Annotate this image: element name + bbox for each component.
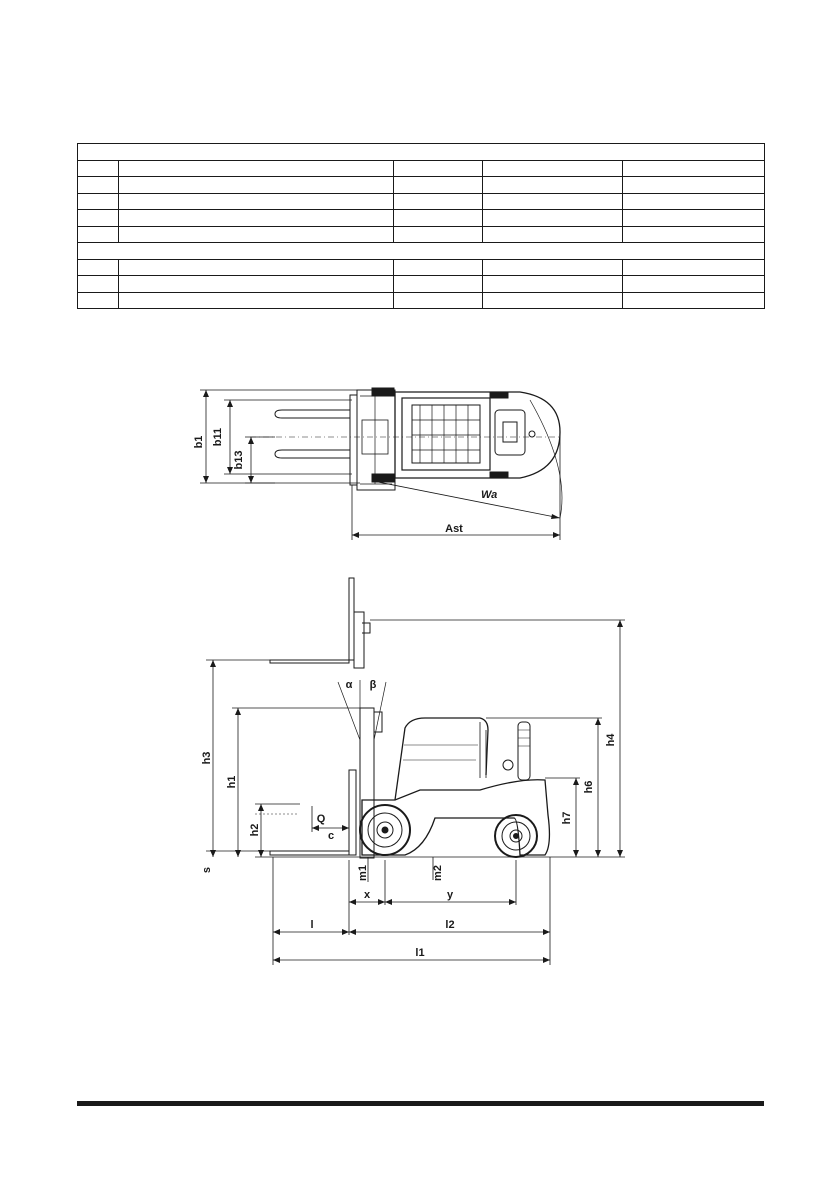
label-h7: h7 [561, 811, 573, 825]
top-view-forks [275, 410, 352, 458]
mast [349, 708, 382, 858]
cab [395, 718, 488, 800]
label-wa: Wa [481, 489, 498, 501]
label-x: x [363, 889, 371, 901]
label-l1: l1 [415, 947, 425, 959]
lowered-fork [270, 851, 349, 855]
forklift-top-view-drawing [0, 0, 840, 560]
label-l2: l2 [445, 919, 455, 931]
label-l: l [310, 919, 314, 931]
label-q: Q [316, 813, 326, 825]
label-h3: h3 [201, 751, 213, 765]
label-beta: β [369, 679, 377, 691]
front-wheel [360, 805, 410, 855]
label-alpha: α [345, 679, 353, 691]
footer-rule [77, 1101, 764, 1106]
label-m2: m2 [432, 865, 444, 881]
label-h4: h4 [605, 733, 617, 747]
label-h6: h6 [583, 780, 595, 794]
label-b11: b11 [212, 427, 224, 447]
label-b13: b13 [233, 450, 245, 470]
label-m1: m1 [357, 865, 369, 881]
label-ast: Ast [445, 523, 463, 535]
label-b1: b1 [193, 435, 205, 449]
label-h1: h1 [226, 775, 238, 789]
label-y: y [446, 889, 454, 901]
raised-fork [270, 578, 370, 668]
label-h2: h2 [249, 823, 261, 837]
label-c: c [327, 830, 335, 842]
forklift-side-view-drawing [0, 560, 840, 980]
label-s: s [201, 866, 213, 874]
top-view-carriage [350, 395, 357, 485]
truck-body [362, 780, 549, 855]
